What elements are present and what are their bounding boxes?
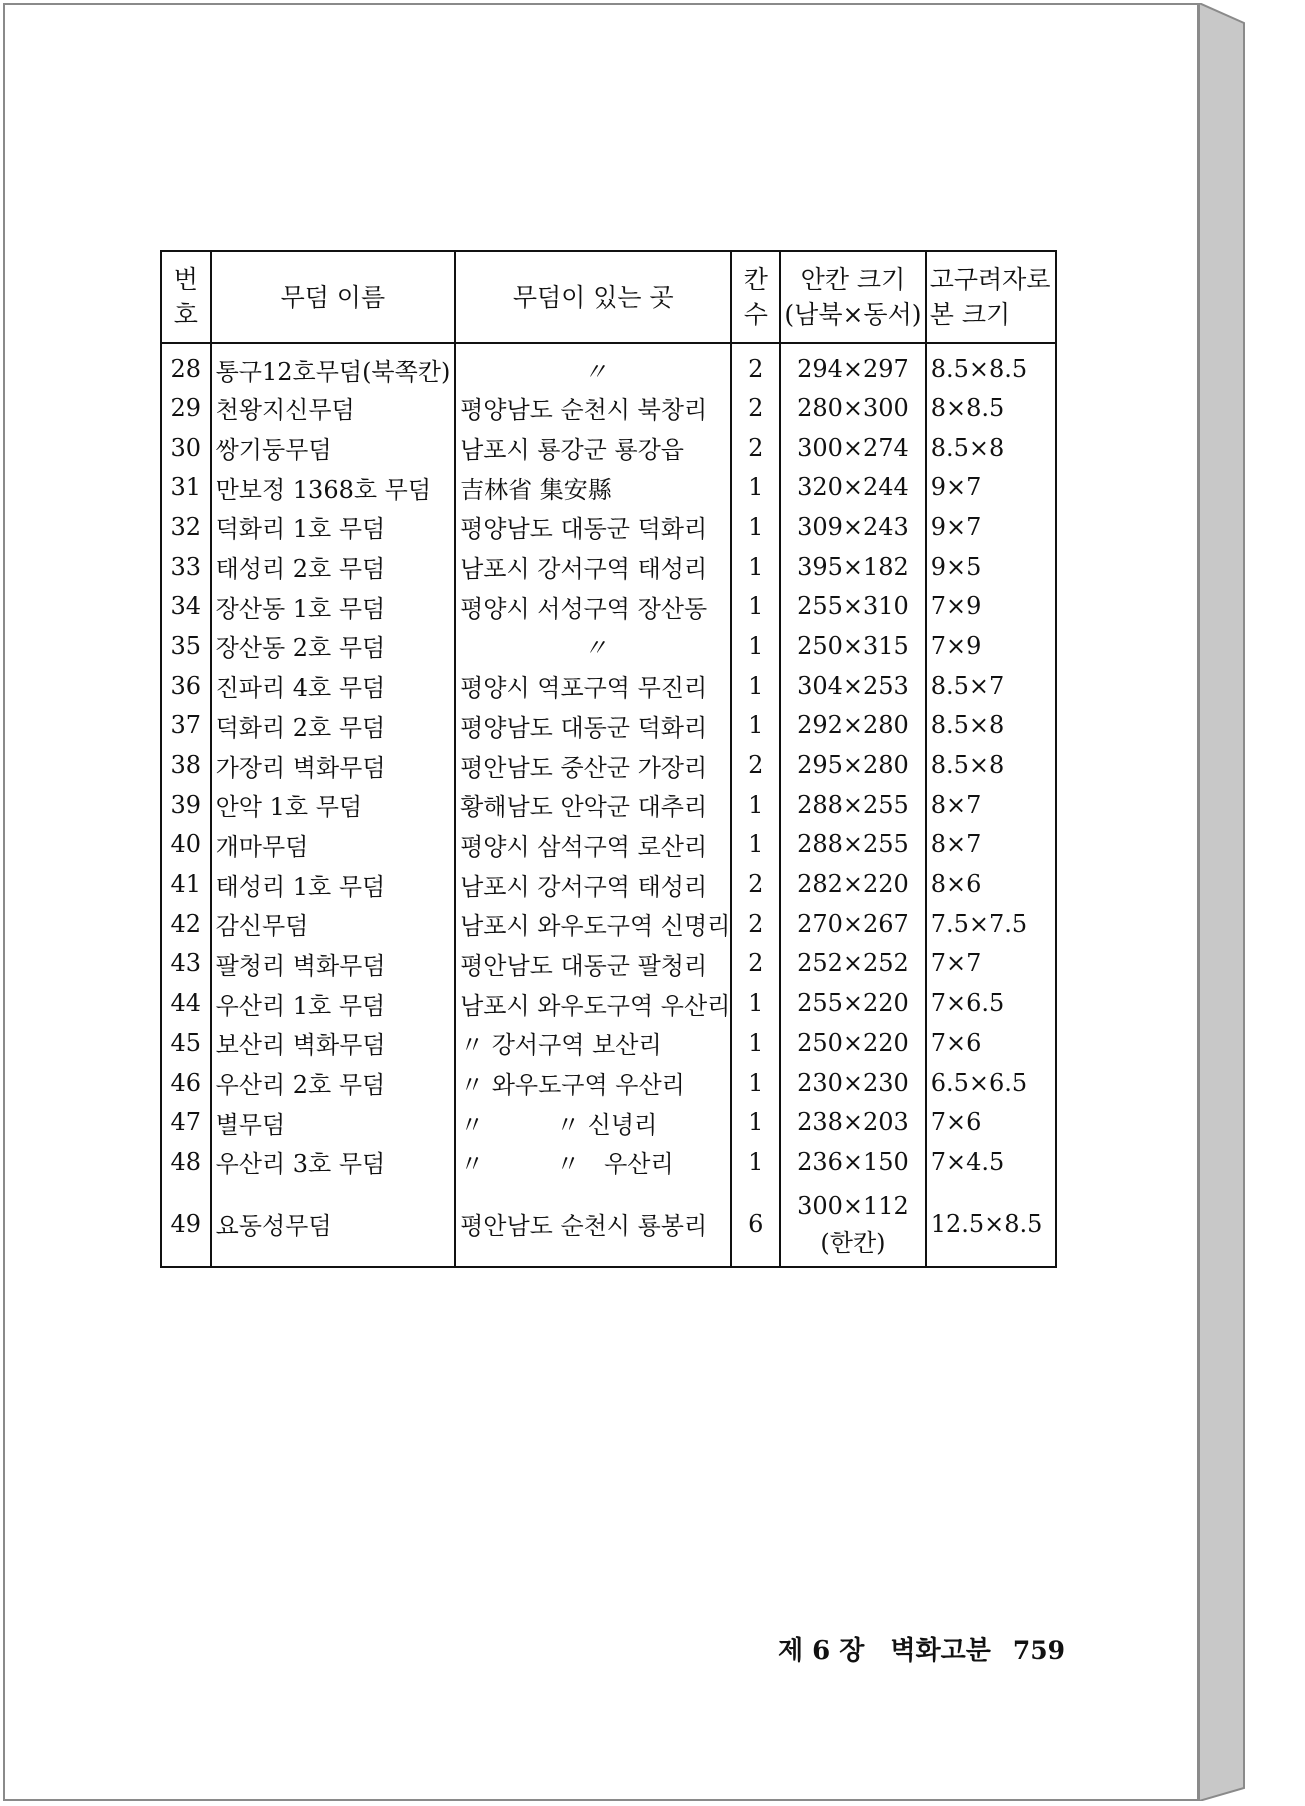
cell-tomb-name: 감신무덤 xyxy=(211,904,455,944)
cell-inner-size: 250×220 xyxy=(780,1023,926,1063)
cell-number: 29 xyxy=(161,388,211,428)
cell-ruler-size: 8×7 xyxy=(926,785,1056,825)
table-row xyxy=(161,864,1056,904)
cell-inner-size: 252×252 xyxy=(780,944,926,984)
cell-number: 35 xyxy=(161,626,211,666)
cell-location: 남포시 강서구역 태성리 xyxy=(455,864,731,904)
cell-tomb-name: 보산리 벽화무덤 xyxy=(211,1023,455,1063)
cell-inner-size: 270×267 xyxy=(780,904,926,944)
cell-inner-size: 309×243 xyxy=(780,507,926,547)
cell-location: 평양시 삼석구역 로산리 xyxy=(455,825,731,865)
cell-rooms: 1 xyxy=(731,666,780,706)
cell-tomb-name: 덕화리 1호 무덤 xyxy=(211,507,455,547)
table-row xyxy=(161,1063,1056,1103)
table-row xyxy=(161,825,1056,865)
cell-number: 33 xyxy=(161,547,211,587)
cell-rooms: 2 xyxy=(731,388,780,428)
cell-location: 〃 강서구역 보산리 xyxy=(455,1023,731,1063)
cell-location: 〃 〃 우산리 xyxy=(455,1142,731,1182)
header-location: 무덤이 있는 곳 xyxy=(455,251,731,343)
cell-inner-size: 255×220 xyxy=(780,983,926,1023)
cell-location: 남포시 룡강군 룡강읍 xyxy=(455,428,731,468)
cell-inner-size: 292×280 xyxy=(780,706,926,746)
cell-location: 평양시 역포구역 무진리 xyxy=(455,666,731,706)
cell-tomb-name: 천왕지신무덤 xyxy=(211,388,455,428)
cell-inner-size: 294×297 xyxy=(780,343,926,388)
cell-rooms: 1 xyxy=(731,825,780,865)
cell-tomb-name: 태성리 1호 무덤 xyxy=(211,864,455,904)
table-row xyxy=(161,626,1056,666)
cell-rooms: 2 xyxy=(731,745,780,785)
table-body xyxy=(161,343,1056,1267)
cell-rooms: 1 xyxy=(731,1102,780,1142)
cell-location: 평양남도 대동군 덕화리 xyxy=(455,507,731,547)
cell-rooms: 1 xyxy=(731,785,780,825)
table-row xyxy=(161,388,1056,428)
chapter-title: 제 6 장 벽화고분 xyxy=(778,1636,991,1666)
table-row xyxy=(161,1142,1056,1182)
cell-tomb-name: 우산리 2호 무덤 xyxy=(211,1063,455,1103)
cell-rooms: 1 xyxy=(731,547,780,587)
header-number: 번호 xyxy=(161,251,211,343)
cell-inner-size xyxy=(780,1182,926,1267)
table-row xyxy=(161,666,1056,706)
cell-ruler-size: 9×7 xyxy=(926,507,1056,547)
cell-inner-size: 238×203 xyxy=(780,1102,926,1142)
header-goguryeo-ruler xyxy=(926,251,1056,343)
cell-location: 〃 와우도구역 우산리 xyxy=(455,1063,731,1103)
cell-ruler-size: 8.5×8 xyxy=(926,706,1056,746)
cell-number: 31 xyxy=(161,467,211,507)
cell-location: 평안남도 중산군 가장리 xyxy=(455,745,731,785)
cell-number: 36 xyxy=(161,666,211,706)
cell-ruler-size: 7×9 xyxy=(926,626,1056,666)
cell-ruler-size: 7×4.5 xyxy=(926,1142,1056,1182)
cell-location: 吉林省 集安縣 xyxy=(455,467,731,507)
cell-number: 39 xyxy=(161,785,211,825)
cell-location: 〃 xyxy=(455,626,731,666)
cell-rooms: 1 xyxy=(731,507,780,547)
cell-inner-size-value: 300×112 xyxy=(797,1191,909,1220)
cell-number: 48 xyxy=(161,1142,211,1182)
cell-location: 황해남도 안악군 대추리 xyxy=(455,785,731,825)
cell-tomb-name: 태성리 2호 무덤 xyxy=(211,547,455,587)
cell-rooms: 1 xyxy=(731,586,780,626)
table-row xyxy=(161,586,1056,626)
page-number: 759 xyxy=(1012,1636,1066,1665)
cell-number: 47 xyxy=(161,1102,211,1142)
header-inner-size-line1: 안칸 크기 xyxy=(800,265,906,294)
cell-inner-size: 288×255 xyxy=(780,825,926,865)
cell-tomb-name: 요동성무덤 xyxy=(211,1182,455,1267)
tomb-table xyxy=(160,250,1057,1268)
header-rooms: 칸수 xyxy=(731,251,780,343)
cell-tomb-name: 별무덤 xyxy=(211,1102,455,1142)
cell-tomb-name: 개마무덤 xyxy=(211,825,455,865)
cell-location: 남포시 와우도구역 우산리 xyxy=(455,983,731,1023)
cell-location: 평양시 서성구역 장산동 xyxy=(455,586,731,626)
cell-ruler-size: 7.5×7.5 xyxy=(926,904,1056,944)
cell-ruler-size: 7×6 xyxy=(926,1102,1056,1142)
cell-location: 평양남도 대동군 덕화리 xyxy=(455,706,731,746)
cell-tomb-name: 장산동 2호 무덤 xyxy=(211,626,455,666)
cell-tomb-name: 통구12호무덤(북쪽칸) xyxy=(211,343,455,388)
cell-ruler-size: 9×5 xyxy=(926,547,1056,587)
cell-ruler-size: 8×7 xyxy=(926,825,1056,865)
cell-ruler-size: 12.5×8.5 xyxy=(926,1182,1056,1267)
cell-location: 평안남도 대동군 팔청리 xyxy=(455,944,731,984)
cell-number: 44 xyxy=(161,983,211,1023)
cell-rooms: 2 xyxy=(731,864,780,904)
cell-inner-size: 288×255 xyxy=(780,785,926,825)
cell-number: 41 xyxy=(161,864,211,904)
cell-number: 30 xyxy=(161,428,211,468)
cell-inner-size: 255×310 xyxy=(780,586,926,626)
cell-inner-size: 304×253 xyxy=(780,666,926,706)
cell-tomb-name: 만보정 1368호 무덤 xyxy=(211,467,455,507)
table-row xyxy=(161,547,1056,587)
cell-ruler-size: 9×7 xyxy=(926,467,1056,507)
cell-rooms: 1 xyxy=(731,983,780,1023)
cell-number: 28 xyxy=(161,343,211,388)
page-footer xyxy=(778,1630,1065,1667)
cell-location: 〃 〃 신녕리 xyxy=(455,1102,731,1142)
cell-rooms: 1 xyxy=(731,1023,780,1063)
cell-inner-size: 230×230 xyxy=(780,1063,926,1103)
cell-tomb-name: 쌍기둥무덤 xyxy=(211,428,455,468)
table-row xyxy=(161,1102,1056,1142)
table-row xyxy=(161,983,1056,1023)
cell-rooms: 2 xyxy=(731,428,780,468)
cell-tomb-name: 안악 1호 무덤 xyxy=(211,785,455,825)
table-row xyxy=(161,904,1056,944)
cell-inner-size: 236×150 xyxy=(780,1142,926,1182)
table-row xyxy=(161,343,1056,388)
cell-rooms: 1 xyxy=(731,467,780,507)
cell-tomb-name: 우산리 3호 무덤 xyxy=(211,1142,455,1182)
cell-tomb-name: 팔청리 벽화무덤 xyxy=(211,944,455,984)
cell-number: 34 xyxy=(161,586,211,626)
cell-ruler-size: 7×6 xyxy=(926,1023,1056,1063)
cell-inner-size-note: (한칸) xyxy=(820,1228,886,1257)
cell-number: 46 xyxy=(161,1063,211,1103)
cell-rooms: 2 xyxy=(731,944,780,984)
cell-number: 32 xyxy=(161,507,211,547)
table-row xyxy=(161,944,1056,984)
cell-tomb-name: 우산리 1호 무덤 xyxy=(211,983,455,1023)
cell-tomb-name: 장산동 1호 무덤 xyxy=(211,586,455,626)
table-row xyxy=(161,507,1056,547)
table-row xyxy=(161,467,1056,507)
cell-location: 평안남도 순천시 룡봉리 xyxy=(455,1182,731,1267)
cell-ruler-size: 7×9 xyxy=(926,586,1056,626)
cell-ruler-size: 8×6 xyxy=(926,864,1056,904)
cell-location: 〃 xyxy=(455,343,731,388)
cell-rooms: 1 xyxy=(731,1063,780,1103)
cell-inner-size: 295×280 xyxy=(780,745,926,785)
cell-inner-size: 282×220 xyxy=(780,864,926,904)
cell-rooms: 1 xyxy=(731,1142,780,1182)
cell-number: 45 xyxy=(161,1023,211,1063)
table-row xyxy=(161,706,1056,746)
cell-ruler-size: 6.5×6.5 xyxy=(926,1063,1056,1103)
cell-rooms: 1 xyxy=(731,706,780,746)
cell-number: 49 xyxy=(161,1182,211,1267)
cell-inner-size: 280×300 xyxy=(780,388,926,428)
header-inner-size-line2: (남북×동서) xyxy=(784,300,922,329)
header-ruler-line1: 고구려자로 xyxy=(929,265,1051,294)
cell-ruler-size: 7×7 xyxy=(926,944,1056,984)
cell-ruler-size: 8.5×8.5 xyxy=(926,343,1056,388)
cell-ruler-size: 8.5×8 xyxy=(926,428,1056,468)
table-row xyxy=(161,785,1056,825)
cell-rooms: 2 xyxy=(731,343,780,388)
cell-ruler-size: 8.5×8 xyxy=(926,745,1056,785)
header-ruler-line2: 본 크기 xyxy=(929,300,1011,329)
table-row xyxy=(161,745,1056,785)
cell-rooms: 6 xyxy=(731,1182,780,1267)
table-row xyxy=(161,1023,1056,1063)
cell-inner-size: 320×244 xyxy=(780,467,926,507)
cell-inner-size: 250×315 xyxy=(780,626,926,666)
cell-ruler-size: 7×6.5 xyxy=(926,983,1056,1023)
cell-location: 남포시 와우도구역 신명리 xyxy=(455,904,731,944)
cell-inner-size: 395×182 xyxy=(780,547,926,587)
cell-location: 남포시 강서구역 태성리 xyxy=(455,547,731,587)
cell-rooms: 1 xyxy=(731,626,780,666)
cell-ruler-size: 8.5×7 xyxy=(926,666,1056,706)
table-header-row xyxy=(161,251,1056,343)
header-inner-size xyxy=(780,251,926,343)
cell-number: 38 xyxy=(161,745,211,785)
cell-number: 37 xyxy=(161,706,211,746)
cell-number: 43 xyxy=(161,944,211,984)
cell-location: 평양남도 순천시 북창리 xyxy=(455,388,731,428)
cell-rooms: 2 xyxy=(731,904,780,944)
cell-ruler-size: 8×8.5 xyxy=(926,388,1056,428)
page-edge-shadow xyxy=(1199,3,1249,1801)
cell-tomb-name: 덕화리 2호 무덤 xyxy=(211,706,455,746)
cell-tomb-name: 가장리 벽화무덤 xyxy=(211,745,455,785)
header-tomb-name: 무덤 이름 xyxy=(211,251,455,343)
cell-number: 40 xyxy=(161,825,211,865)
table-row xyxy=(161,1182,1056,1267)
cell-tomb-name: 진파리 4호 무덤 xyxy=(211,666,455,706)
cell-inner-size: 300×274 xyxy=(780,428,926,468)
cell-number: 42 xyxy=(161,904,211,944)
table-row xyxy=(161,428,1056,468)
